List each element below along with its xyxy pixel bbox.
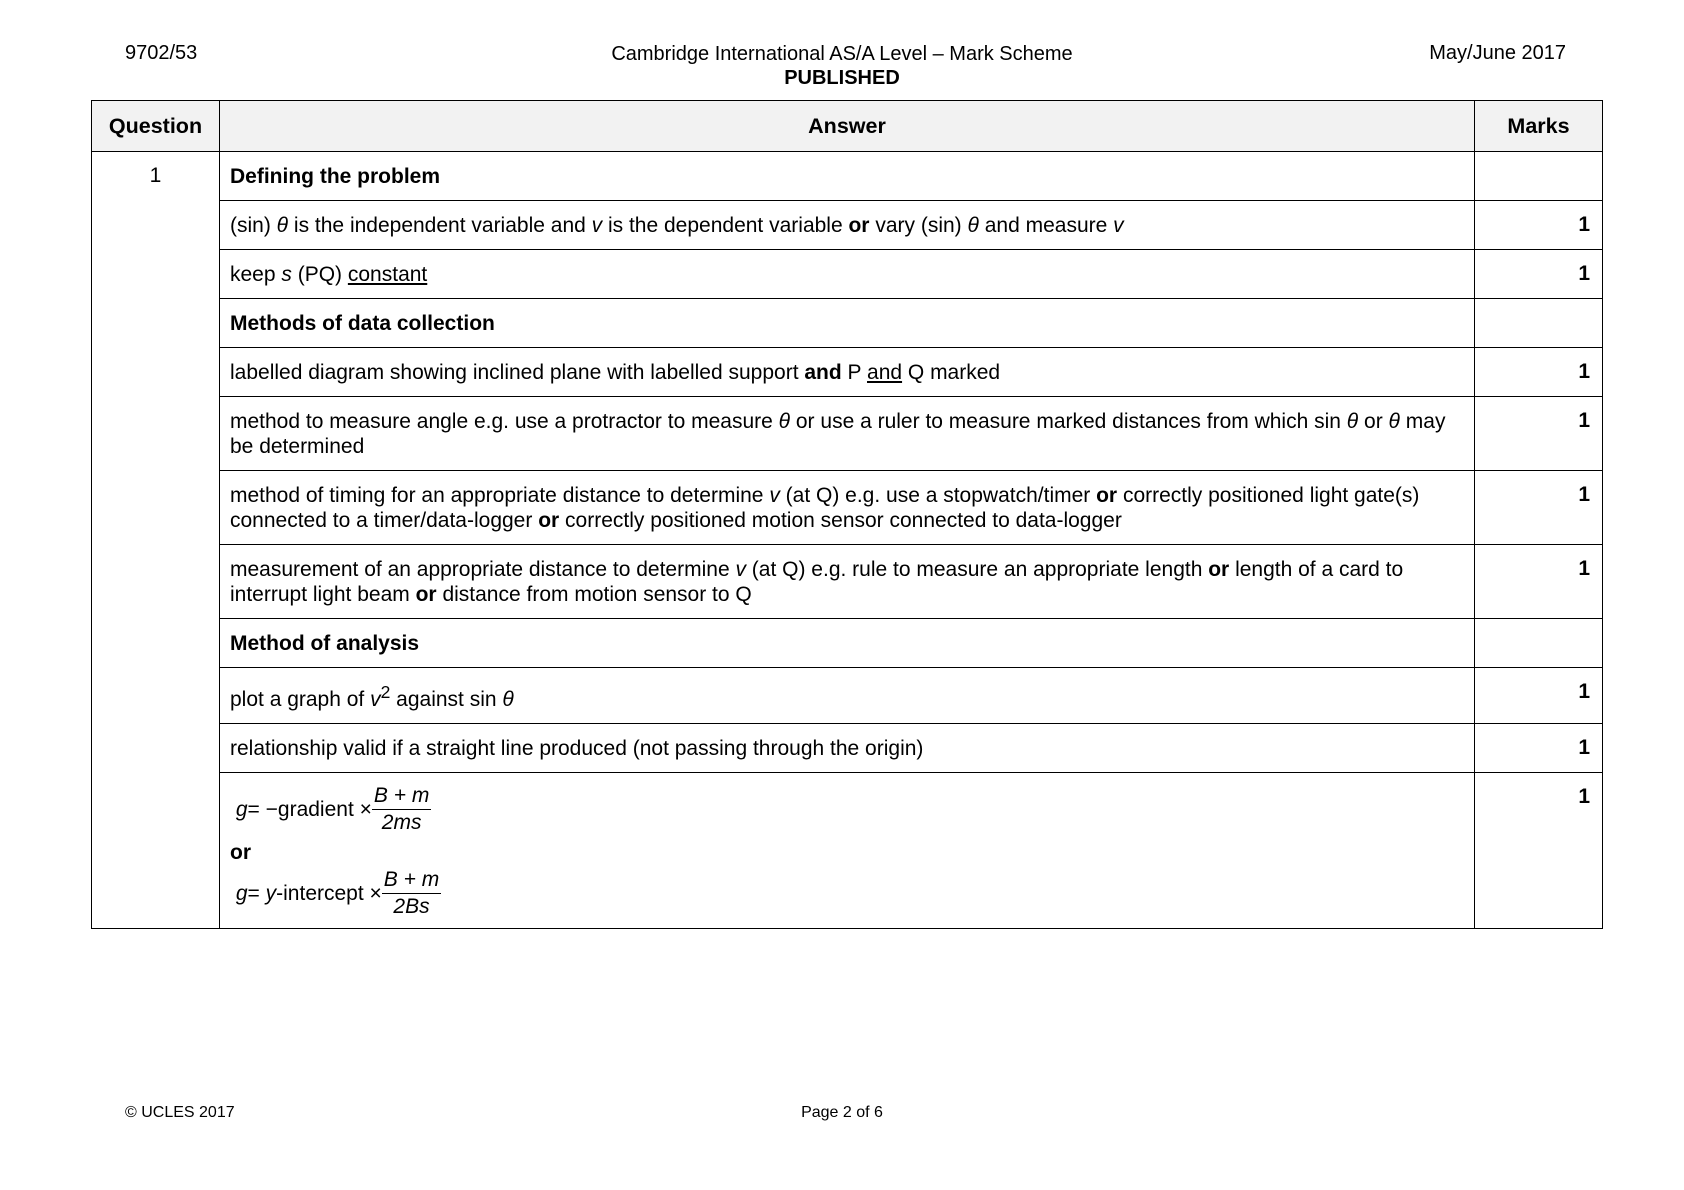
mark-cell <box>1475 299 1603 348</box>
question-number: 1 <box>92 152 220 929</box>
answer-cell <box>220 773 1475 929</box>
table-row <box>92 152 1603 201</box>
table-row <box>92 668 1603 724</box>
or-label: or <box>230 841 251 864</box>
table-header-row <box>92 101 1603 152</box>
published-label: PUBLISHED <box>784 67 900 89</box>
paper-code: 9702/53 <box>125 42 198 64</box>
page-number: Page 2 of 6 <box>801 1104 883 1121</box>
answer-cell: relationship valid if a straight line produced (not passing through the origin) <box>220 724 1475 773</box>
answer-cell: plot a graph of $v^2$ against sin θ <box>220 668 1475 724</box>
mark-cell: 1 <box>1475 397 1603 471</box>
answer-cell: keep s (PQ) constant <box>220 250 1475 299</box>
equation-gradient: g = −gradient × $\frac{B + m}{2ms}$ <box>235 784 430 834</box>
table-row <box>92 619 1603 668</box>
mark-cell: 1 <box>1475 201 1603 250</box>
mark-cell: 1 <box>1475 668 1603 724</box>
section-heading: Defining the problem <box>220 152 1475 201</box>
copyright: © UCLES 2017 <box>125 1104 235 1121</box>
mark-cell: 1 <box>1475 471 1603 545</box>
answer-cell: labelled diagram showing inclined plane with labelled support and P and Q marked <box>220 348 1475 397</box>
table-row <box>92 545 1603 619</box>
document-title: Cambridge International AS/A Level – Mark Scheme <box>611 43 1073 65</box>
mark-scheme-table <box>91 100 1603 929</box>
table-row <box>92 471 1603 545</box>
table-row <box>92 773 1603 929</box>
answer-column-header: Answer <box>220 101 1475 152</box>
mark-cell <box>1475 152 1603 201</box>
mark-cell: 1 <box>1475 250 1603 299</box>
table-row <box>92 348 1603 397</box>
section-heading: Methods of data collection <box>220 299 1475 348</box>
answer-cell: method to measure angle e.g. use a protractor to measure θ or use a ruler to measure marked distances from which sin θ or θ may be determined <box>220 397 1475 471</box>
table-row <box>92 250 1603 299</box>
table-row <box>92 201 1603 250</box>
mark-cell: 1 <box>1475 773 1603 929</box>
table-row <box>92 724 1603 773</box>
table-row <box>92 299 1603 348</box>
mark-cell: 1 <box>1475 348 1603 397</box>
answer-cell: (sin) θ is the independent variable and v is the dependent variable or vary (sin) θ and measure v <box>220 201 1475 250</box>
answer-cell: measurement of an appropriate distance to determine v (at Q) e.g. rule to measure an appropriate length or length of a card to interrupt light beam or distance from motion sensor to Q <box>220 545 1475 619</box>
table-row <box>92 397 1603 471</box>
question-column-header: Question <box>92 101 220 152</box>
exam-session: May/June 2017 <box>1429 42 1566 64</box>
mark-cell <box>1475 619 1603 668</box>
mark-cell: 1 <box>1475 724 1603 773</box>
mark-cell: 1 <box>1475 545 1603 619</box>
marks-column-header: Marks <box>1475 101 1603 152</box>
fraction: $\frac{B + m}{2ms}$ <box>373 784 430 834</box>
equation-intercept: g = y -intercept × $\frac{B + m}{2Bs}$ <box>235 868 440 918</box>
fraction: $\frac{B + m}{2Bs}$ <box>383 868 440 918</box>
section-heading: Method of analysis <box>220 619 1475 668</box>
answer-cell: method of timing for an appropriate distance to determine v (at Q) e.g. use a stopwatch/timer or correctly positioned light gate(s) connected to a timer/data-logger or correctly positioned motion sensor connected to data-logger <box>220 471 1475 545</box>
